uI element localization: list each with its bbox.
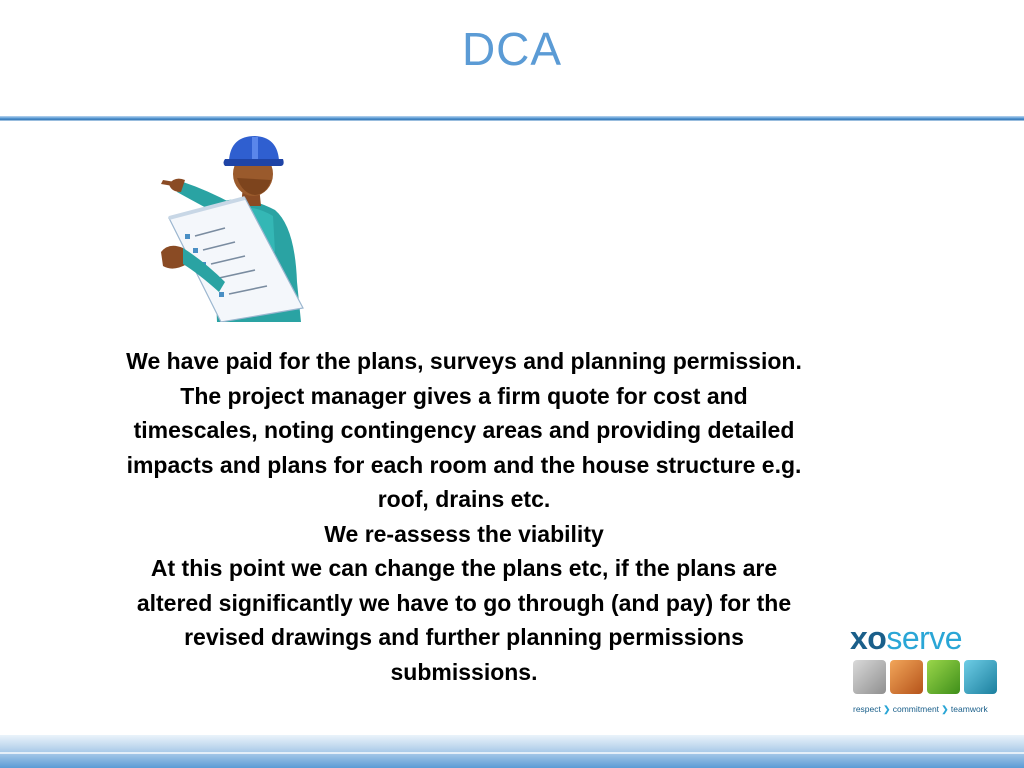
tagline-respect: respect: [853, 704, 881, 714]
body-line: We re-assess the viability: [324, 520, 604, 547]
leaf-tile-icon: [927, 660, 960, 694]
body-line: We have paid for the plans, surveys and planning permission.: [126, 348, 802, 374]
body-text: [40, 344, 888, 689]
chevron-right-icon: ❯: [883, 704, 891, 714]
xoserve-logo: [850, 620, 1002, 720]
pipes-tile-icon: [890, 660, 923, 694]
body-line: At this point we can change the plans etc, if the plans are: [150, 555, 778, 581]
tagline-teamwork: teamwork: [950, 704, 988, 714]
body-line: impacts and plans for each room and the house structure e.g.: [126, 451, 802, 478]
network-tile-icon: [964, 660, 997, 694]
body-line: altered significantly we have to go through (and pay) for the: [136, 589, 792, 616]
logo-tagline: [853, 704, 1003, 715]
body-line: The project manager gives a firm quote for cost and: [180, 382, 748, 409]
worker-with-checklist-icon: [125, 132, 315, 322]
body-line: submissions.: [390, 658, 538, 685]
tagline-commitment: commitment: [892, 704, 940, 714]
body-line: roof, drains etc.: [377, 486, 551, 512]
logo-wordmark-prefix: xo: [850, 620, 887, 656]
logo-wordmark-suffix: serve: [886, 620, 963, 656]
footer-divider: [0, 752, 1024, 754]
body-line: revised drawings and further planning permissions: [184, 624, 744, 650]
chevron-right-icon: ❯: [941, 704, 949, 714]
logo-image-tiles: [853, 660, 1001, 696]
slide-title: DCA: [461, 23, 563, 75]
body-line: timescales, noting contingency areas and providing detailed: [133, 417, 795, 443]
logo-wordmark: [850, 620, 1002, 656]
title-divider: [0, 116, 1024, 121]
keyboard-tile-icon: [853, 660, 886, 694]
